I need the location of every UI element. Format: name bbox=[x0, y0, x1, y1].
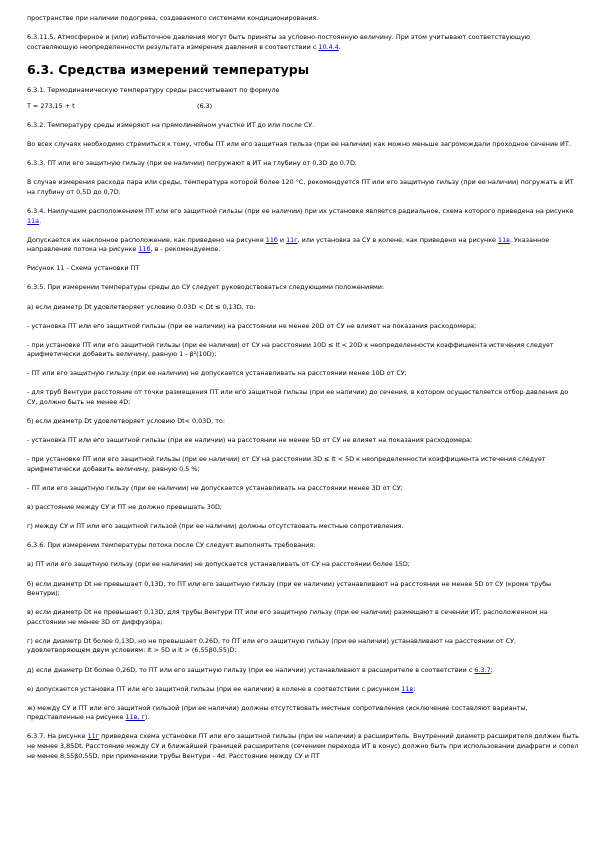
link-figure-11v-2[interactable]: 11в bbox=[401, 684, 414, 693]
link-figure-11b-2[interactable]: 11б bbox=[138, 245, 151, 254]
paragraph-6-3-11-5: 6.3.11.5. Атмосферное и (или) избыточное давления могут быть приняты за условно-постоянную величину. При этом учитывают соответствующую составляющую неопределенности результата измерения давления в соответствии с 10.4.4. bbox=[27, 33, 531, 51]
item-v: в) расстояние между СУ и ПТ не должно превышать 30D; bbox=[27, 503, 223, 512]
item-a-1: - установка ПТ или его защитной гильзы (при ее наличии) на расстоянии не менее 20D от СУ не влияет на показания расходомера; bbox=[27, 321, 477, 330]
item-a-4: - для труб Вентури расстояние от точки размещения ПТ или его защитной гильзы (при ее наличии) до сечения, в котором осуществляется отбор давления до СУ, должно быть не менее 4D; bbox=[27, 388, 569, 407]
paragraph-6-3-2: 6.3.2. Температуру среды измеряют на прямолинейном участке ИТ до или после СУ. bbox=[27, 120, 315, 129]
link-figure-11v-g[interactable]: 11в, г bbox=[125, 713, 145, 722]
requirement-e: е) допускается установка ПТ или его защитной гильзы (при ее наличии) в колене в соответствии с рисунком 11в; bbox=[27, 684, 416, 693]
paragraph-6-3-3-b: В случае измерения расхода пара или среды, температура которой более 120 °С, рекомендуется ПТ или его защитную гильзу (при ее наличии) погружать в ИТ на глубину от 0,5D до 0,7D. bbox=[27, 178, 574, 196]
paragraph-6-3-4: 6.3.4. Наилучшим расположением ПТ или его защитной гильзы (при ее наличии) при их установке является радиальное, схема которого приведена на рисунке 11а. bbox=[27, 206, 574, 225]
paragraph-6-3-7: 6.3.7. На рисунке 11г приведена схема установки ПТ или его защитной гильзы (при ее наличии) в расширитель. Внутренний диаметр расширителя должен быть не менее 3,85Dt. Расстояние между СУ и ближайшей границей расширителя (сечением перехода ИТ в конус) должно быть при использовании диафрагм и сопел не менее 8,55β0,55D, при применении трубы Вентури - 4d. Расстояние между СУ и ПТ bbox=[27, 732, 579, 760]
formula-6-3 bbox=[27, 102, 579, 112]
requirement-a: а) ПТ или его защитную гильзу (при ее наличии) не допускается устанавливать от СУ на расстоянии более 15D; bbox=[27, 560, 410, 569]
paragraph-6-3-2-b: Во всех случаях необходимо стремиться к тому, чтобы ПТ или его защитная гильза (при ее наличии) как можно меньше загромождали проходное сечение ИТ. bbox=[27, 140, 571, 149]
link-figure-11b[interactable]: 11б bbox=[265, 235, 278, 244]
item-b-2: - при установке ПТ или его защитной гильзы (при ее наличии) от СУ на расстоянии 3D ≤ lt < 5D к неопределенности коэффициента истечения следует арифметически добавить величину, равную 0,5 %; bbox=[27, 455, 546, 473]
paragraph-6-3-1: 6.3.1. Термодинамическую температуру среды рассчитывают по формуле bbox=[27, 86, 280, 95]
item-a-3: - ПТ или его защитную гильзу (при ее наличии) не допускается устанавливать на расстоянии менее 10D от СУ; bbox=[27, 369, 407, 378]
item-b-3: - ПТ или его защитную гильзу (при ее наличии) не допускается устанавливать на расстоянии менее 3D от СУ; bbox=[27, 484, 403, 493]
paragraph-6-3-3: 6.3.3. ПТ или его защитную гильзу (при ее наличии) погружают в ИТ на глубину от 0,3D до 0,7D. bbox=[27, 159, 357, 168]
requirement-v: в) если диаметр Dt не превышает 0,13D, для трубы Вентури ПТ или его защитную гильзу (при ее наличии) размещают в сечении ИТ, расположенном на расстоянии не менее 3D от диффузора; bbox=[27, 608, 548, 626]
formula-expression: T = 273,15 + t bbox=[27, 101, 75, 110]
requirement-d: д) если диаметр Dt более 0,26D, то ПТ или его защитную гильзу (при ее наличии) устанавливают в расширителе в соответствии с 6.3.7; bbox=[27, 665, 493, 674]
item-g: г) между СУ и ПТ или его защитной гильзой (при ее наличии) должны отсутствовать местные сопротивления. bbox=[27, 522, 404, 531]
paragraph-6-3-6: 6.3.6. При измерении температуры потока после СУ следует выполнять требования: bbox=[27, 541, 316, 550]
item-b: б) если диаметр Dt удовлетворяет условию Dt< 0,03D, то: bbox=[27, 417, 226, 426]
item-b-1: - установка ПТ или его защитной гильзы (при ее наличии) на расстоянии не менее 5D от СУ не влияет на показания расходомера; bbox=[27, 436, 473, 445]
paragraph-6-3-5: 6.3.5. При измерении температуры среды до СУ следует руководствоваться следующими положениями: bbox=[27, 283, 385, 292]
link-6-3-7[interactable]: 6.3.7 bbox=[474, 665, 491, 674]
document-page bbox=[27, 14, 579, 771]
paragraph-top: пространстве при наличии подогрева, создаваемого системами кондиционирования. bbox=[27, 14, 319, 22]
link-figure-11v[interactable]: 11в bbox=[498, 235, 510, 244]
item-a-2: - при установке ПТ или его защитной гильзы (при ее наличии) от СУ на расстоянии 10D ≤ lt < 20D к неопределенности коэффициента истечения следует арифметически добавить величину, равную 1 - β²(10D); bbox=[27, 340, 554, 359]
paragraph-allowed-placement: Допускается их наклонное расположение, как приведено на рисунке 11б и 11г, или установка за СУ в колене, как приведено на рисунке 11в. Указанное направление потока на рисунке 11б, в - рекомендуемое. bbox=[27, 235, 550, 254]
requirement-b: б) если диаметр Dt не превышает 0,13D, то ПТ или его защитную гильзу (при ее наличии) устанавливают на расстоянии не менее 5D от СУ (кроме трубы Вентури); bbox=[27, 579, 552, 598]
link-figure-11g[interactable]: 11г bbox=[286, 235, 298, 244]
link-figure-11a[interactable]: 11а bbox=[27, 216, 40, 225]
figure-11-caption: Рисунок 11 - Схема установки ПТ bbox=[27, 264, 140, 273]
requirement-zh: ж) между СУ и ПТ или его защитной гильзой (при ее наличии) должны отсутствовать местные сопротивления (исключение составляют варианты, представленные на рисунке 11в, г). bbox=[27, 703, 528, 722]
link-10-4-4[interactable]: 10.4.4 bbox=[318, 42, 339, 51]
formula-number: (6.3) bbox=[197, 101, 213, 110]
link-figure-11g-2[interactable]: 11г bbox=[87, 732, 100, 741]
requirement-g: г) если диаметр Dt более 0,13D, но не превышает 0,26D, то ПТ или его защитную гильзу (при ее наличии) устанавливают на расстоянии от СУ, удовлетворяющем двум условиям: lt > 5D и lt > (6,55β0,55)D; bbox=[27, 636, 517, 655]
item-a: а) если диаметр Dt удовлетворяет условию 0,03D < Dt ≤ 0,13D, то: bbox=[27, 302, 256, 311]
section-heading-6-3: 6.3. Средства измерений температуры bbox=[27, 62, 310, 78]
